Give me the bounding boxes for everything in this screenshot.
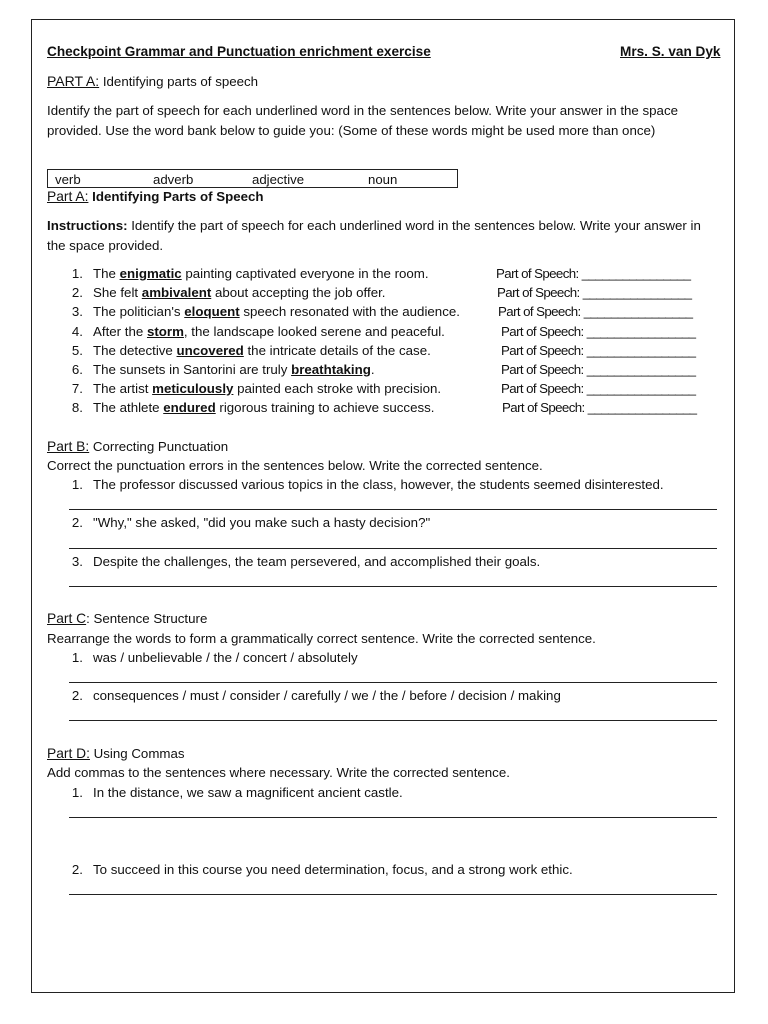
item-number: 6. — [71, 362, 83, 377]
part-b-header — [47, 439, 228, 454]
sentence-pre: The — [93, 266, 120, 281]
answer-line[interactable] — [69, 894, 717, 895]
answer-line[interactable] — [69, 682, 717, 683]
sentence-post: painting captivated everyone in the room. — [181, 266, 429, 281]
answer-line[interactable] — [69, 817, 717, 818]
sentence-pre: She felt — [93, 285, 142, 300]
answer-blank[interactable]: Part of Speech: ________________ — [502, 400, 697, 415]
sentence: was / unbelievable / the / concert / absolutely — [93, 650, 358, 665]
word-bank — [47, 169, 458, 188]
sentence: To succeed in this course you need determination, focus, and a strong work ethic. — [93, 862, 573, 877]
part-b-heading: Part B: — [47, 439, 90, 454]
answer-blank[interactable]: Part of Speech: ________________ — [498, 304, 693, 319]
item-number: 2. — [71, 862, 83, 877]
target-word: enigmatic — [119, 266, 182, 281]
item-number: 1. — [71, 650, 83, 665]
sentence-post: speech resonated with the audience. — [239, 304, 460, 319]
answer-blank[interactable]: Part of Speech: ________________ — [501, 324, 696, 339]
part-a-intro-instructions: Identify the part of speech for each underlined word in the sentences below. Write your answer in the space provided. Use the word bank below to guide you: (Some of these words might be used more than once) — [47, 103, 678, 138]
target-word: endured — [163, 400, 216, 415]
sentence-pre: The politician's — [93, 304, 185, 319]
part-a-intro-header — [47, 73, 258, 89]
sentence-pre: The detective — [93, 343, 177, 358]
answer-blank[interactable]: Part of Speech: ________________ — [501, 381, 696, 396]
target-word: breathtaking — [291, 362, 371, 377]
sentence-pre: The artist — [93, 381, 153, 396]
sentence: Despite the challenges, the team persevered, and accomplished their goals. — [93, 554, 541, 569]
part-d-header — [47, 746, 185, 761]
worksheet-title: Checkpoint Grammar and Punctuation enrichment exercise — [47, 44, 431, 59]
item-number: 4. — [71, 324, 83, 339]
word-bank-item: noun — [368, 172, 398, 187]
word-bank-item: verb — [55, 172, 81, 187]
answer-line[interactable] — [69, 586, 717, 587]
answer-blank[interactable]: Part of Speech: ________________ — [496, 266, 691, 281]
item-number: 5. — [71, 343, 83, 358]
part-c-subheading: Sentence Structure — [93, 611, 208, 626]
target-word: eloquent — [184, 304, 240, 319]
target-word: storm — [146, 324, 184, 339]
sentence — [93, 266, 429, 281]
part-c-header — [47, 611, 207, 626]
sentence — [93, 343, 431, 358]
sentence — [93, 304, 460, 319]
item-number: 3. — [71, 304, 83, 319]
part-c-colon: : — [86, 611, 90, 626]
sentence-pre: After the — [93, 324, 147, 339]
item-number: 2. — [71, 285, 83, 300]
item-number: 2. — [71, 688, 83, 703]
item-number: 8. — [71, 400, 83, 415]
part-a-subheading: Identifying Parts of Speech — [92, 189, 264, 204]
word-bank-item: adjective — [252, 172, 305, 187]
sentence: consequences / must / consider / carefully / we / the / before / decision / making — [93, 688, 561, 703]
part-a-intro-subheading: Identifying parts of speech — [102, 74, 259, 89]
item-number: 1. — [71, 785, 83, 800]
teacher-name: Mrs. S. van Dyk — [620, 44, 721, 59]
answer-blank[interactable]: Part of Speech: ________________ — [497, 285, 692, 300]
sentence-post: the intricate details of the case. — [243, 343, 431, 358]
sentence — [93, 381, 441, 396]
part-d-heading: Part D: — [47, 746, 90, 761]
part-a-header — [47, 189, 264, 204]
sentence-post: painted each stroke with precision. — [233, 381, 442, 396]
sentence — [93, 400, 434, 415]
answer-line[interactable] — [69, 720, 717, 721]
sentence: In the distance, we saw a magnificent ancient castle. — [93, 785, 403, 800]
item-number: 1. — [71, 266, 83, 281]
sentence-pre: The sunsets in Santorini are truly — [93, 362, 292, 377]
part-b-instructions: Correct the punctuation errors in the sentences below. Write the corrected sentence. — [47, 458, 543, 473]
sentence — [93, 285, 386, 300]
item-number: 1. — [71, 477, 83, 492]
target-word: uncovered — [176, 343, 244, 358]
sentence — [93, 362, 375, 377]
sentence: "Why," she asked, "did you make such a hasty decision?" — [93, 515, 431, 530]
part-d-subheading: Using Commas — [93, 746, 185, 761]
sentence-pre: The athlete — [93, 400, 164, 415]
part-d-instructions: Add commas to the sentences where necessary. Write the corrected sentence. — [47, 765, 510, 780]
worksheet-border — [31, 19, 735, 993]
sentence-post: rigorous training to achieve success. — [215, 400, 435, 415]
sentence-post: . — [370, 362, 375, 377]
answer-line[interactable] — [69, 509, 717, 510]
part-c-heading: Part C — [47, 611, 87, 626]
target-word: ambivalent — [141, 285, 212, 300]
part-a-instructions — [47, 216, 712, 255]
sentence — [93, 324, 445, 339]
answer-line[interactable] — [69, 548, 717, 549]
part-c-instructions: Rearrange the words to form a grammatically correct sentence. Write the corrected sentence. — [47, 631, 596, 646]
sentence-post: about accepting the job offer. — [211, 285, 386, 300]
target-word: meticulously — [152, 381, 234, 396]
answer-blank[interactable]: Part of Speech: ________________ — [501, 362, 696, 377]
part-a-intro-heading: PART A: — [47, 73, 100, 89]
item-number: 7. — [71, 381, 83, 396]
part-b-subheading: Correcting Punctuation — [92, 439, 229, 454]
sentence-post: , the landscape looked serene and peaceful. — [183, 324, 445, 339]
sentence: The professor discussed various topics in the class, however, the students seemed disinterested. — [93, 477, 664, 492]
word-bank-item: adverb — [153, 172, 194, 187]
instructions-text: Identify the part of speech for each underlined word in the sentences below. Write your answer in the space provided. — [47, 218, 701, 253]
part-a-heading: Part A: — [47, 189, 89, 204]
item-number: 3. — [71, 554, 83, 569]
instructions-label: Instructions: — [47, 218, 128, 233]
item-number: 2. — [71, 515, 83, 530]
answer-blank[interactable]: Part of Speech: ________________ — [501, 343, 696, 358]
